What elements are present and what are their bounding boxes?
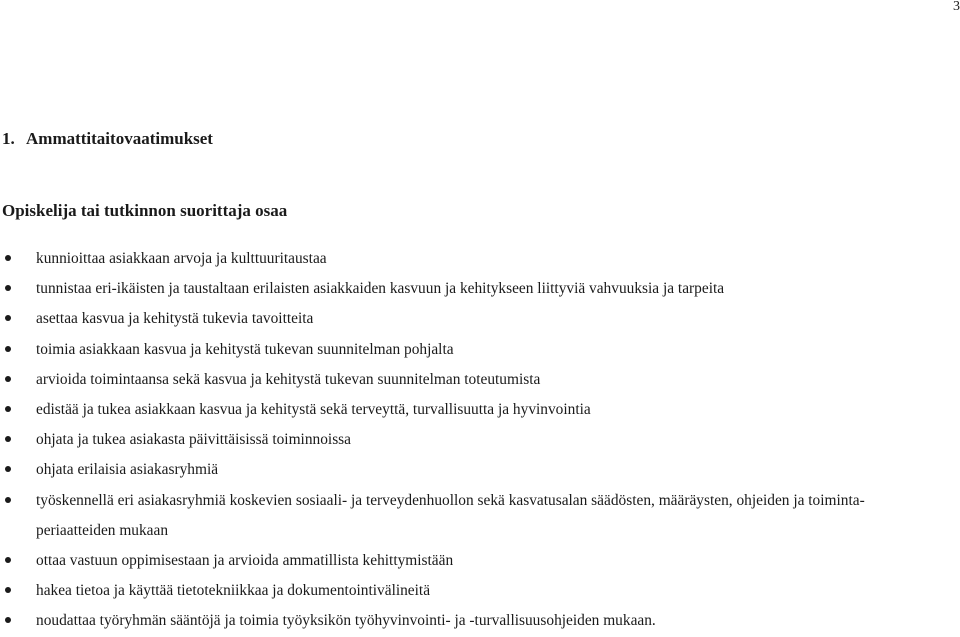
page-number: 3 — [953, 0, 960, 14]
bullet-icon — [5, 497, 11, 503]
list-item — [0, 455, 960, 485]
bullet-icon — [5, 436, 11, 442]
list-item-text: arvioida toimintaansa sekä kasvua ja kehitystä tukevan suunnitelman toteutumista — [36, 370, 541, 388]
list-item — [0, 304, 960, 334]
list-item-text: ottaa vastuun oppimisestaan ja arvioida ammatillista kehittymistään — [36, 552, 454, 570]
list-item-continuation: periaatteiden mukaan — [36, 521, 169, 539]
bullet-icon — [5, 315, 11, 321]
subheading: Opiskelija tai tutkinnon suorittaja osaa — [2, 201, 288, 220]
list-item-text: kunnioittaa asiakkaan arvoja ja kulttuuritaustaa — [36, 250, 327, 267]
requirements-list — [0, 244, 960, 637]
bullet-icon — [5, 617, 11, 623]
list-item — [0, 274, 960, 304]
list-item-text: asettaa kasvua ja kehitystä tukevia tavoitteita — [36, 310, 314, 328]
list-item-text: hakea tietoa ja käyttää tietotekniikkaa ja dokumentointivälineitä — [36, 582, 431, 600]
list-item-text: edistää ja tukea asiakkaan kasvua ja kehitystä sekä terveyttä, turvallisuutta ja hyvinvointia — [36, 401, 591, 419]
bullet-icon — [5, 557, 11, 563]
list-item — [0, 546, 960, 576]
bullet-icon — [5, 406, 11, 412]
list-item-text: noudattaa työryhmän sääntöjä ja toimia työyksikön työhyvinvointi- ja -turvallisuusohjeiden mukaan. — [36, 612, 656, 630]
list-item-text: ohjata ja tukea asiakasta päivittäisissä toiminnoissa — [36, 431, 352, 449]
list-item-text: tunnistaa eri-ikäisten ja taustaltaan erilaisten asiakkaiden kasvuun ja kehitykseen liittyviä vahvuuksia ja tarpeita — [36, 280, 725, 298]
bullet-icon — [5, 255, 11, 261]
list-item — [0, 395, 960, 425]
section-number: 1. — [2, 129, 15, 148]
section-heading — [2, 129, 213, 149]
bullet-icon — [5, 587, 11, 593]
list-item — [0, 425, 960, 455]
list-item — [0, 244, 960, 274]
list-item-text: työskennellä eri asiakasryhmiä koskevien sosiaali- ja terveydenhuollon sekä kasvatusalan säädösten, määräysten, ohjeiden ja toiminta- — [36, 491, 865, 509]
list-item — [0, 606, 960, 636]
list-item-text: ohjata erilaisia asiakasryhmiä — [36, 461, 219, 479]
list-item — [0, 486, 960, 546]
section-title: Ammattitaitovaatimukset — [26, 129, 213, 148]
bullet-icon — [5, 346, 11, 352]
bullet-icon — [5, 285, 11, 291]
bullet-icon — [5, 376, 11, 382]
list-item — [0, 576, 960, 606]
bullet-icon — [5, 466, 11, 472]
list-item — [0, 335, 960, 365]
list-item — [0, 365, 960, 395]
list-item-text: toimia asiakkaan kasvua ja kehitystä tukevan suunnitelman pohjalta — [36, 340, 454, 358]
